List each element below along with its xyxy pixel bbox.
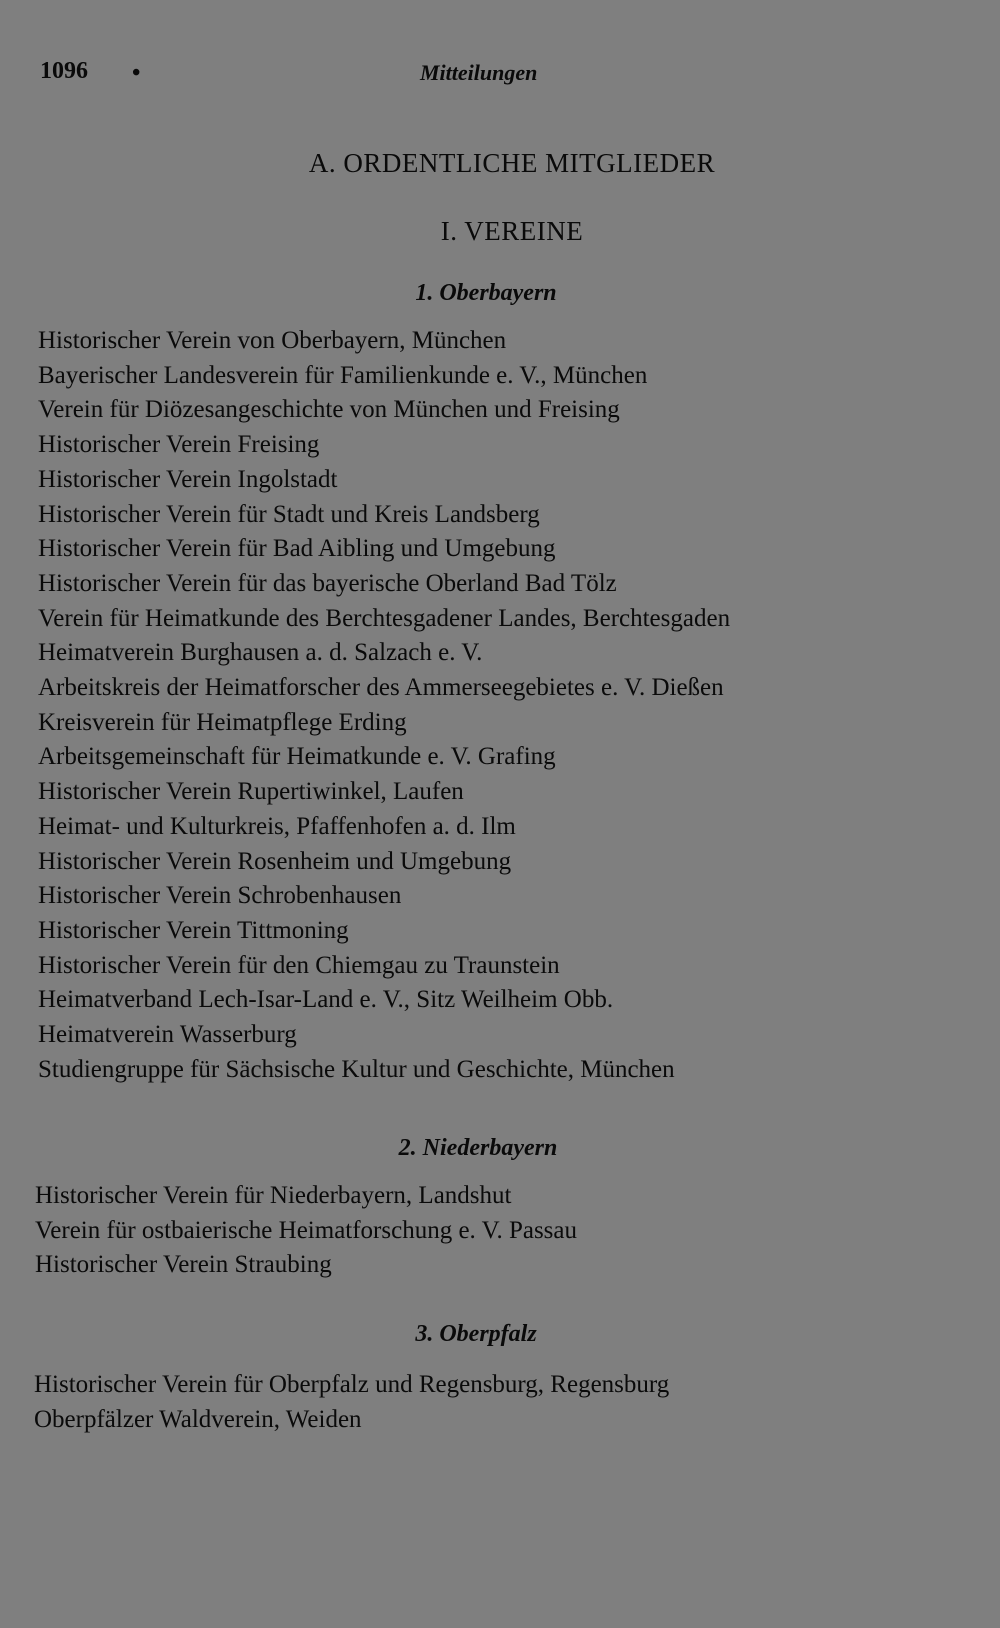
entry-list-oberpfalz (34, 1368, 669, 1437)
list-item: Historischer Verein Straubing (35, 1251, 332, 1279)
section-title-oberbayern: 1. Oberbayern (415, 280, 557, 306)
list-item: Historischer Verein für das bayerische Oberland Bad Tölz (38, 569, 617, 597)
list-item: Historischer Verein für Niederbayern, Landshut (35, 1182, 512, 1209)
header-dot: • (132, 60, 141, 86)
list-item: Historischer Verein für Bad Aibling und Umgebung (38, 535, 556, 563)
list-item: Heimatverband Lech-Isar-Land e. V., Sitz Weilheim Obb. (38, 986, 614, 1014)
list-item: Historischer Verein für Oberpfalz und Regensburg, Regensburg (34, 1371, 670, 1398)
list-item: Oberpfälzer Waldverein, Weiden (34, 1405, 362, 1433)
list-item: Historischer Verein Rupertiwinkel, Laufen (38, 778, 464, 806)
list-item: Studiengruppe für Sächsische Kultur und Geschichte, München (38, 1055, 675, 1083)
list-item: Historischer Verein für den Chiemgau zu Traunstein (38, 951, 560, 979)
section-title-niederbayern: 2. Niederbayern (398, 1135, 558, 1161)
list-item: Historischer Verein Ingolstadt (38, 465, 338, 493)
list-item: Verein für ostbaierische Heimatforschung e. V. Passau (35, 1216, 577, 1244)
list-item: Arbeitsgemeinschaft für Heimatkunde e. V. Grafing (38, 743, 556, 771)
running-title: Mitteilungen (420, 60, 538, 85)
list-item: Verein für Heimatkunde des Berchtesgadener Landes, Berchtesgaden (38, 604, 731, 632)
list-item: Arbeitskreis der Heimatforscher des Ammerseegebietes e. V. Dießen (38, 674, 724, 702)
list-item: Heimatverein Wasserburg (38, 1021, 297, 1049)
entry-list-oberbayern (38, 324, 730, 1087)
list-item: Heimat- und Kulturkreis, Pfaffenhofen a. d. Ilm (38, 812, 516, 840)
section-title-oberpfalz: 3. Oberpfalz (415, 1321, 537, 1347)
page-number: 1096 (40, 58, 88, 84)
list-item: Kreisverein für Heimatpflege Erding (38, 708, 407, 736)
list-item: Historischer Verein Tittmoning (38, 916, 349, 944)
list-item: Historischer Verein Rosenheim und Umgebung (38, 847, 512, 875)
list-item: Verein für Diözesangeschichte von München und Freising (38, 396, 620, 424)
list-item: Historischer Verein Freising (38, 431, 320, 459)
list-item: Heimatverein Burghausen a. d. Salzach e. V. (38, 639, 483, 667)
list-item: Historischer Verein Schrobenhausen (38, 882, 402, 910)
entry-list-niederbayern (35, 1179, 577, 1283)
main-heading: A. ORDENTLICHE MITGLIEDER (308, 148, 716, 178)
list-item: Historischer Verein von Oberbayern, München (38, 327, 507, 354)
list-item: Historischer Verein für Stadt und Kreis Landsberg (38, 500, 540, 528)
list-item: Bayerischer Landesverein für Familienkunde e. V., München (38, 361, 648, 389)
sub-heading: I. VEREINE (440, 216, 584, 246)
